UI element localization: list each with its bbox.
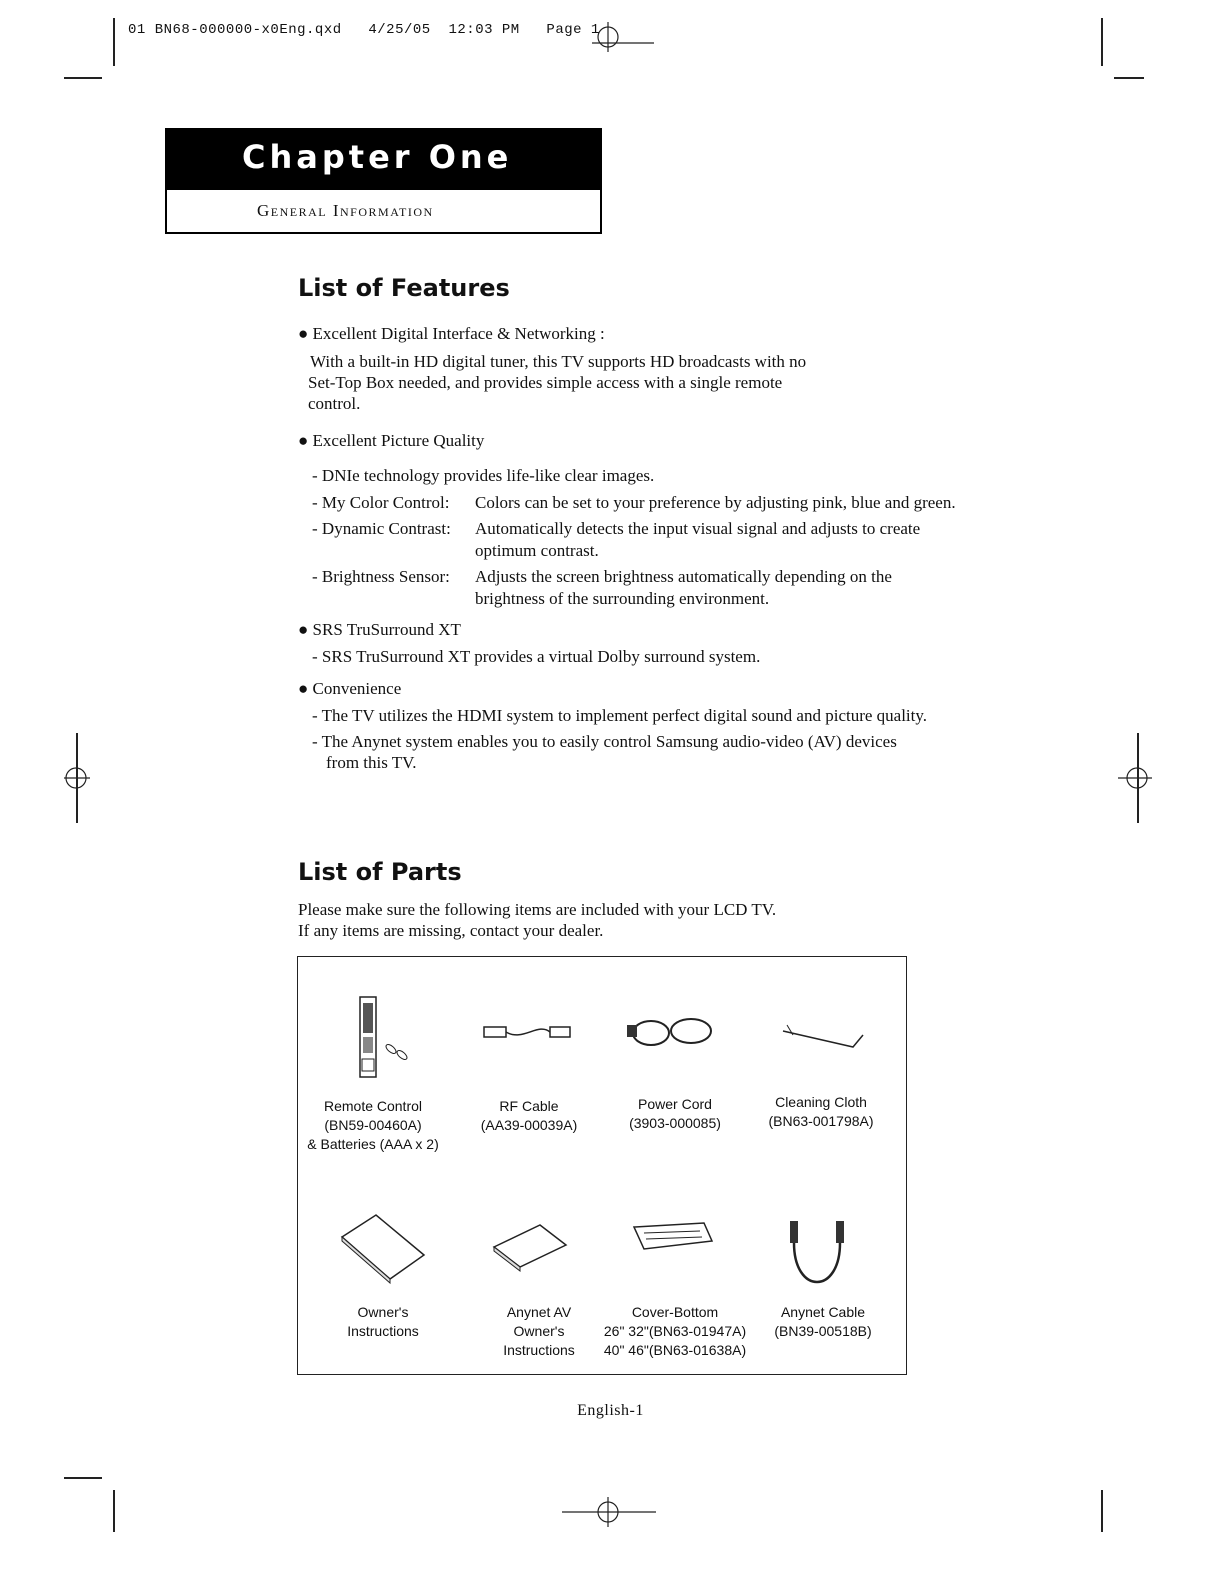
part-label: Remote Control [323,1098,423,1114]
crop-mark [1101,1490,1103,1532]
part-item-rf-cable [454,1097,604,1135]
part-label: RF Cable [499,1098,559,1114]
parts-box [297,956,907,1375]
feature-title: Excellent Digital Interface & Networking : [312,324,605,343]
manual-icon [332,1207,432,1287]
feature-term: Dynamic Contrast: [321,519,451,538]
feature-dash-item: - SRS TruSurround XT provides a virtual Dolby surround system. [312,647,761,666]
chapter-title-bar [167,130,600,190]
part-code: 26" 32"(BN63-01947A) [603,1323,747,1339]
feature-term: The TV utilizes the HDMI system to implement perfect digital sound and picture quality. [321,706,928,725]
feature-desc: brightness of the surrounding environment. [475,589,770,608]
part-label: Owner's [357,1304,409,1320]
feature-bullet: ● SRS TruSurround XT [298,620,461,639]
part-code: (BN63-001798A) [768,1113,874,1129]
chapter-title: Chapter One [242,138,513,176]
feature-desc: from this TV. [326,753,417,772]
remote-control-icon [346,993,416,1083]
cover-bottom-icon [628,1219,718,1259]
feature-dash-item: - DNIe technology provides life-like clear images. [312,466,655,485]
crop-mark [64,77,102,79]
page-number: English-1 [577,1402,644,1419]
rf-cable-icon [478,1017,578,1057]
part-label: Cover-Bottom [631,1304,719,1320]
anynet-cable-icon [776,1215,866,1295]
feature-term: SRS TruSurround XT provides a virtual Dolby surround system. [321,647,761,666]
parts-intro: If any items are missing, contact your dealer. [298,921,604,940]
part-label: Owner's [513,1323,565,1339]
registration-mark-icon [562,1497,658,1527]
part-item-anynet-av-instructions [464,1303,614,1360]
part-item-cleaning-cloth [746,1093,896,1131]
feature-bullet: ● Convenience [298,679,402,698]
slug-time: 12:03 PM [448,22,520,38]
feature-term: Brightness Sensor: [321,567,450,586]
power-cord-icon [623,1009,723,1054]
slug-date: 4/25/05 [368,22,431,38]
part-code: (AA39-00039A) [480,1117,578,1133]
feature-term: My Color Control: [321,493,450,512]
part-item-remote-control [298,1097,448,1154]
feature-bullet: ● Excellent Digital Interface & Networking : [298,324,605,343]
features-heading: List of Features [298,274,510,302]
part-code: (BN59-00460A) [324,1117,422,1133]
part-label: Instructions [503,1342,575,1358]
feature-term: DNIe technology provides life-like clear images. [321,466,655,485]
slug-page: Page 1 [546,22,600,38]
parts-heading: List of Parts [298,858,462,886]
part-item-anynet-cable [748,1303,898,1341]
crop-mark [1114,77,1144,79]
feature-desc: Automatically detects the input visual signal and adjusts to create [475,519,921,538]
slug-line [128,22,600,38]
part-label: Anynet AV [506,1304,572,1320]
part-item-power-cord [600,1095,750,1133]
part-label: Instructions [347,1323,419,1339]
feature-term: The Anynet system enables you to easily control Samsung audio-video (AV) devices [321,732,897,751]
part-code: (3903-000085) [629,1115,721,1131]
feature-dash-item: - Dynamic Contrast: [312,519,451,538]
feature-title: Excellent Picture Quality [312,431,485,450]
part-label: Anynet Cable [780,1304,866,1320]
feature-dash-item: - My Color Control: [312,493,450,512]
feature-text: Set-Top Box needed, and provides simple access with a single remote [308,373,783,392]
manual-icon [488,1219,578,1279]
crop-mark [1101,18,1103,66]
part-label: Cleaning Cloth [775,1094,867,1110]
part-code: (BN39-00518B) [774,1323,872,1339]
part-note: & Batteries (AAA x 2) [307,1136,439,1152]
feature-dash-item: - The TV utilizes the HDMI system to implement perfect digital sound and picture quality. [312,706,928,725]
feature-desc: optimum contrast. [475,541,599,560]
feature-title: SRS TruSurround XT [312,620,461,639]
feature-text: With a built-in HD digital tuner, this TV supports HD broadcasts with no [310,352,807,371]
registration-mark-icon [592,22,656,52]
crop-mark [113,18,115,66]
feature-desc: Colors can be set to your preference by adjusting pink, blue and green. [475,493,956,512]
slug-file: 01 BN68-000000-x0Eng.qxd [128,22,342,38]
feature-dash-item: - The Anynet system enables you to easily control Samsung audio-video (AV) devices [312,732,897,751]
crop-mark [64,1477,102,1479]
feature-bullet: ● Excellent Picture Quality [298,431,485,450]
crop-mark [113,1490,115,1532]
chapter-banner [165,128,602,234]
feature-desc: Adjusts the screen brightness automatically depending on the [475,567,892,586]
part-code: 40" 46"(BN63-01638A) [603,1342,747,1358]
parts-intro: Please make sure the following items are included with your LCD TV. [298,900,777,919]
part-label: Power Cord [638,1096,712,1112]
part-item-cover-bottom [600,1303,750,1360]
registration-mark-icon [1118,763,1152,793]
part-item-owners-instructions [308,1303,458,1341]
chapter-subtitle: General Information [257,201,434,220]
feature-dash-item: - Brightness Sensor: [312,567,450,586]
cleaning-cloth-icon [773,1017,873,1057]
feature-title: Convenience [312,679,402,698]
registration-mark-icon [62,763,96,793]
feature-text: control. [308,394,361,413]
